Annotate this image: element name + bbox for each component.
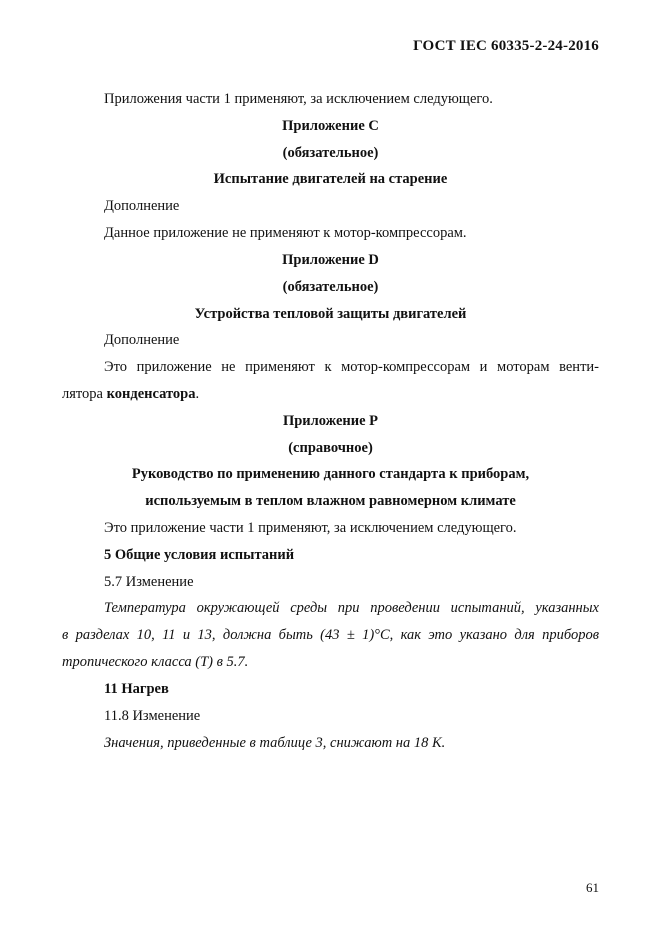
document-code-header: ГОСТ IEC 60335-2-24-2016 (413, 38, 599, 54)
annex-p-title: Приложение P (282, 413, 379, 429)
annex-p-text: Это приложение части 1 применяют, за исключением следующего. (104, 520, 517, 536)
annex-c-supplement: Дополнение (104, 198, 180, 214)
annex-d-text-line2-start: лятора (62, 386, 107, 402)
annex-c-name: Испытание двигателей на старение (213, 171, 448, 187)
annex-d-text-line2 (62, 385, 599, 403)
section-5-clause: 5.7 Изменение (104, 574, 194, 590)
section-5-text-line1: Температура окружающей среды при проведении испытаний, указанных (104, 600, 599, 616)
intro-paragraph: Приложения части 1 применяют, за исключением следующего. (104, 91, 493, 107)
section-11-clause: 11.8 Изменение (104, 708, 201, 724)
annex-d-status: (обязательное) (282, 279, 379, 295)
annex-p-name-line1: Руководство по применению данного стандарта к приборам, (131, 466, 530, 482)
annex-c-status: (обязательное) (282, 145, 379, 161)
section-5-text-line2: в разделах 10, 11 и 13, должна быть (43 ± 1)°С, как это указано для приборов (62, 627, 599, 643)
section-11-heading: 11 Нагрев (104, 681, 169, 697)
page-number: 61 (586, 880, 599, 895)
annex-c-title: Приложение C (282, 118, 379, 134)
annex-p-name-line2: используемым в теплом влажном равномерном климате (145, 493, 516, 509)
section-11-text: Значения, приведенные в таблице 3, снижают на 18 К. (104, 735, 446, 751)
annex-d-supplement: Дополнение (104, 332, 180, 348)
annex-c-text: Данное приложение не применяют к мотор-компрессорам. (104, 225, 467, 241)
annex-d-name: Устройства тепловой защиты двигателей (194, 306, 467, 322)
annex-d-text-line2-bold: конденсатора (106, 386, 196, 402)
section-5-heading: 5 Общие условия испытаний (104, 547, 295, 563)
annex-d-title: Приложение D (282, 252, 379, 268)
section-5-text-line3: тропического класса (Т) в 5.7. (62, 654, 249, 670)
annex-d-text-line2-end: . (195, 386, 200, 402)
annex-p-status: (справочное) (288, 440, 373, 456)
annex-d-text-line1: Это приложение не применяют к мотор-компрессорам и моторам венти- (104, 359, 599, 375)
